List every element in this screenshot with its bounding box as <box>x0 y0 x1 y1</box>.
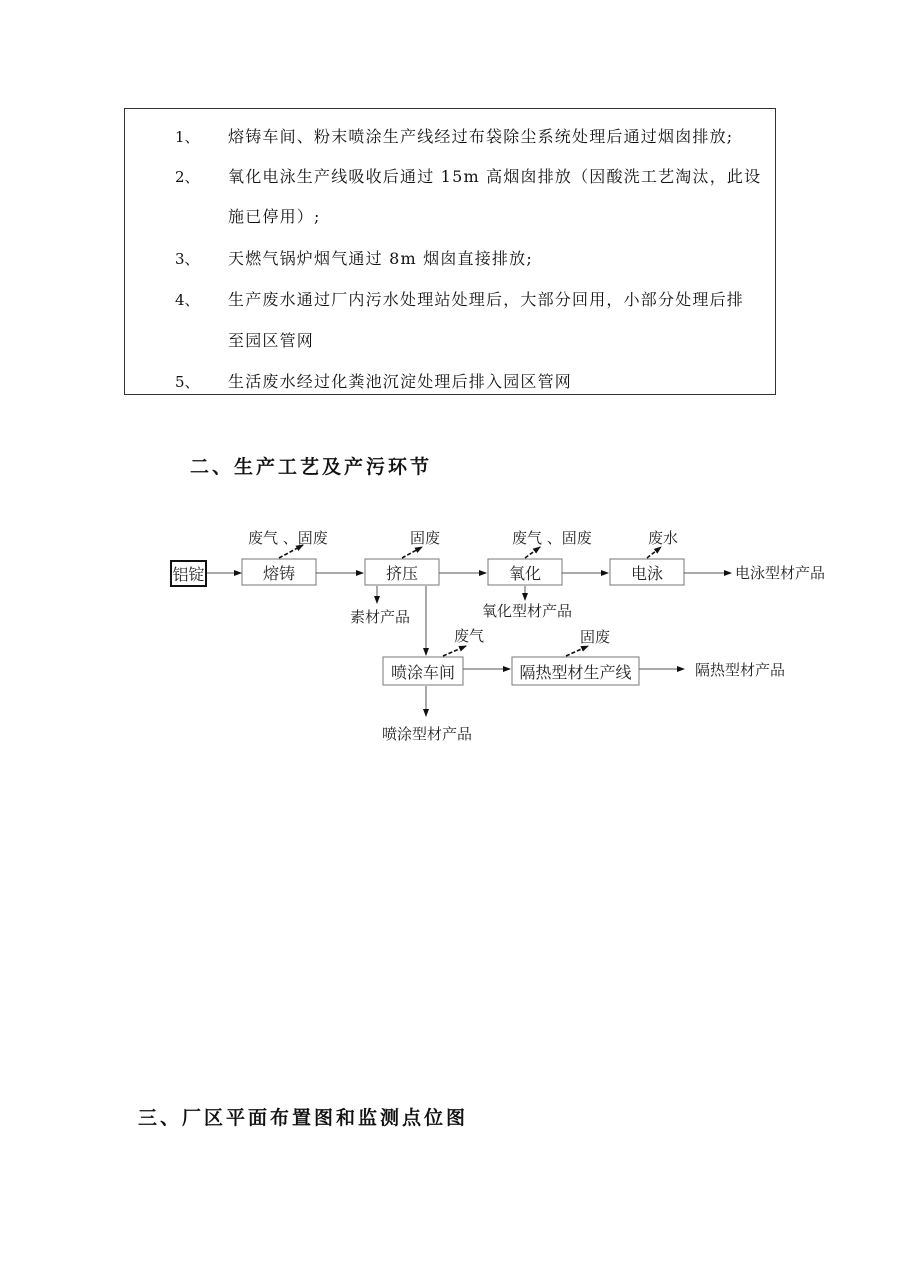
note-text: 生产废水通过厂内污水处理站处理后，大部分回用，小部分处理后排 <box>228 290 745 309</box>
node-extrusion <box>365 559 439 585</box>
note-number: 5、 <box>175 373 200 391</box>
note-text: 天燃气锅炉烟气通过 8m 烟囱直接排放; <box>228 249 533 268</box>
note-text: 熔铸车间、粉末喷涂生产线经过布袋除尘系统处理后通过烟囱排放; <box>228 127 734 146</box>
note-number: 2、 <box>175 168 200 186</box>
svg-text:氧化: 氧化 <box>508 564 542 583</box>
product-label-insulation: 隔热型材产品 <box>695 661 786 679</box>
note-number: 1、 <box>175 128 200 146</box>
note-text: 施已停用）; <box>228 207 321 226</box>
node-spray-workshop <box>383 657 463 685</box>
svg-text:喷涂车间: 喷涂车间 <box>390 663 456 682</box>
section-heading-layout: 三、厂区平面布置图和监测点位图 <box>138 1107 469 1129</box>
emission-label-extrusion: 固废 <box>410 529 441 547</box>
node-electrophoresis <box>610 559 684 585</box>
product-label-oxidized: 氧化型材产品 <box>482 602 573 620</box>
svg-text:隔热型材生产线: 隔热型材生产线 <box>519 663 632 682</box>
section-heading-process: 二、生产工艺及产污环节 <box>190 456 433 478</box>
emission-label-melting: 废气 、固废 <box>248 529 328 547</box>
emission-label-spray: 废气 <box>454 627 485 645</box>
product-label-spray: 喷涂型材产品 <box>382 725 473 743</box>
input-node-aluminum-ingot <box>171 561 206 586</box>
emission-label-insulation: 固废 <box>580 628 611 646</box>
emission-label-oxidation: 废气 、固废 <box>512 529 592 547</box>
note-text: 生活废水经过化粪池沉淀处理后排入园区管网 <box>228 372 573 391</box>
product-label-raw: 素材产品 <box>350 608 411 626</box>
note-number: 4、 <box>175 291 200 309</box>
node-insulation-line <box>512 657 639 685</box>
svg-text:电泳: 电泳 <box>630 564 664 583</box>
node-oxidation <box>488 559 562 585</box>
emission-label-electrophoresis: 废水 <box>648 529 679 547</box>
note-text: 氧化电泳生产线吸收后通过 15m 高烟囱排放（因酸洗工艺淘汰，此设 <box>228 167 762 186</box>
svg-text:熔铸: 熔铸 <box>262 564 296 583</box>
svg-text:铝锭: 铝锭 <box>172 565 205 584</box>
svg-text:挤压: 挤压 <box>385 564 419 583</box>
node-melting <box>242 559 316 585</box>
note-number: 3、 <box>175 250 200 268</box>
product-label-electrophoresis: 电泳型材产品 <box>735 564 826 582</box>
note-text: 至园区管网 <box>228 331 315 350</box>
